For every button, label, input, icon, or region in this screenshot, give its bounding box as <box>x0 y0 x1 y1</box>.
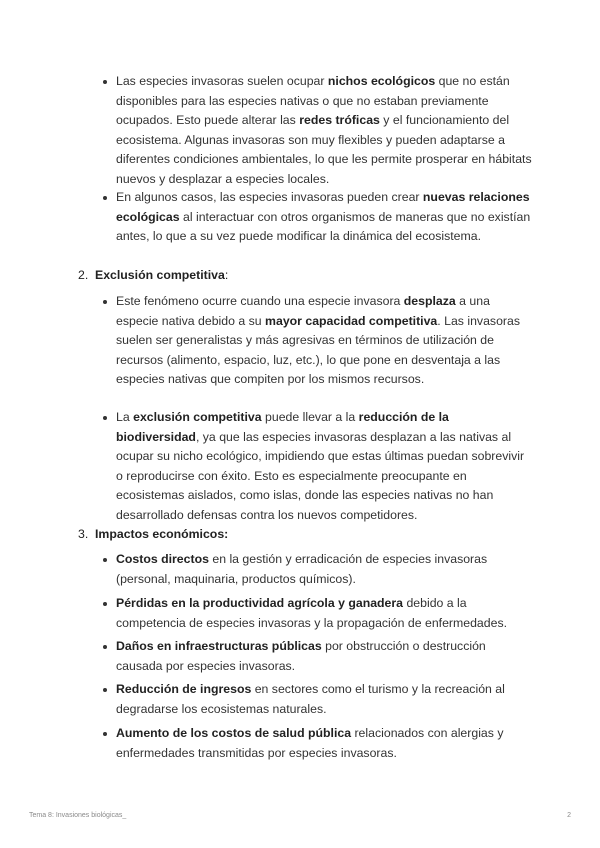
list-item <box>116 408 532 525</box>
text-run: que no están disponibles para las especies nativas o que no estaban previamente ocupados. Esto puede alterar las <box>116 74 510 127</box>
footer-title: Tema 8: Invasiones biológicas_ <box>29 812 127 819</box>
text-run: en la gestión y erradicación de especies invasoras (personal, maquinaria, productos químicos). <box>116 552 488 586</box>
list-item <box>116 188 532 247</box>
bullet-dot <box>103 300 107 304</box>
bullet-dot <box>103 732 107 736</box>
list-item <box>116 637 532 676</box>
text-run: , ya que las especies invasoras desplazan a las nativas al ocupar su nicho ecológico, impidiendo que estas últimas puedan sobrevivir o reproducirse con éxito. Esto es especialmente preocupante en ecosistemas aislados, como islas, donde las especies nativas no han desarrollado defensas contra los nuevos competidores. <box>116 429 525 522</box>
text-run: a una especie nativa debido a su <box>116 294 490 328</box>
bold-text: nuevas relaciones ecológicas <box>116 190 530 224</box>
section-heading-economicos <box>78 525 228 545</box>
text-run: Las especies invasoras suelen ocupar <box>116 74 328 88</box>
list-item <box>116 550 532 589</box>
bold-text: Reducción de ingresos <box>116 682 252 696</box>
bold-text: Costos directos <box>116 552 209 566</box>
text-run: La <box>116 410 134 424</box>
section-number: 2. <box>78 268 89 282</box>
bold-text: Pérdidas en la productividad agrícola y ganadera <box>116 596 404 610</box>
page-number: 2 <box>567 812 571 819</box>
list-item <box>116 72 532 189</box>
bullet-dot <box>103 558 107 562</box>
bullet-dot <box>103 688 107 692</box>
text-run: En algunos casos, las especies invasoras pueden crear <box>116 190 423 204</box>
section-heading-exclusion <box>78 266 228 286</box>
text-run: al interactuar con otros organismos de maneras que no existían antes, lo que a su vez puede modificar la dinámica del ecosistema. <box>116 209 531 243</box>
list-item <box>116 594 532 633</box>
bold-text: nichos ecológicos <box>327 74 436 88</box>
bullet-dot <box>103 416 107 420</box>
bold-text: Daños en infraestructuras públicas <box>116 639 322 653</box>
section-title: Impactos económicos: <box>95 527 229 541</box>
text-run: Este fenómeno ocurre cuando una especie invasora <box>116 294 404 308</box>
text-run: puede llevar a la <box>261 410 359 424</box>
text-run: relacionados con alergias y enfermedades transmitidas por especies invasoras. <box>116 726 504 760</box>
list-item <box>116 680 532 719</box>
bullet-dot <box>103 196 107 200</box>
bullet-dot <box>103 645 107 649</box>
text-run: en sectores como el turismo y la recreación al degradarse los ecosistemas naturales. <box>116 682 505 716</box>
text-run: por obstrucción o destrucción causada por especies invasoras. <box>116 639 486 673</box>
text-run: . Las invasoras suelen ser generalistas y más agresivas en términos de utilización de recursos (alimento, espacio, luz, etc.), lo que pone en desventaja a las especies nativas que compiten por los mismos recursos. <box>116 313 520 386</box>
section-number: 3. <box>78 527 89 541</box>
bold-text: redes tróficas <box>299 113 380 127</box>
bold-text: Aumento de los costos de salud pública <box>116 726 352 740</box>
section-title: Exclusión competitiva <box>95 268 225 282</box>
list-item <box>116 724 532 763</box>
text-run: debido a la competencia de especies invasoras y la propagación de enfermedades. <box>116 596 508 630</box>
bullet-dot <box>103 80 107 84</box>
list-item <box>116 292 532 390</box>
section-title-suffix: : <box>224 268 229 282</box>
bold-text: exclusión competitiva <box>133 410 262 424</box>
bold-text: reducción de la biodiversidad <box>116 410 449 444</box>
bold-text: desplaza <box>403 294 456 308</box>
text-run: y el funcionamiento del ecosistema. Algunas invasoras son muy flexibles y pueden adaptarse a diferentes condiciones ambientales, lo que les permite prosperar en hábitats nuevos y desplazar a especies locales. <box>116 113 532 186</box>
bold-text: mayor capacidad competitiva <box>265 313 438 328</box>
bullet-dot <box>103 602 107 606</box>
